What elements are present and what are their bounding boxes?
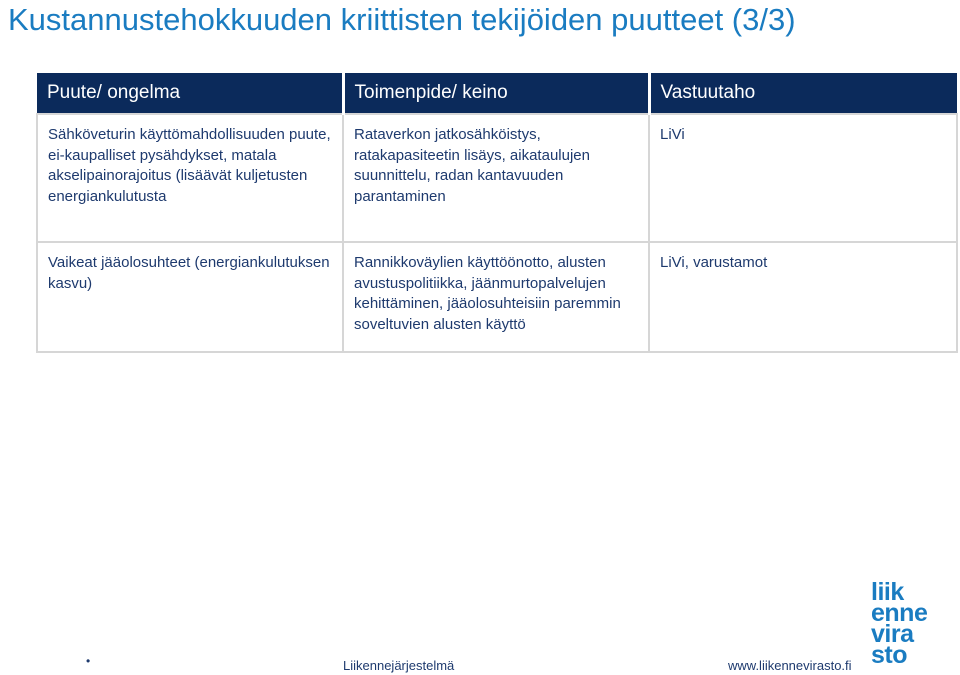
page-title: Kustannustehokkuuden kriittisten tekijöiden puutteet (3/3)	[8, 2, 796, 37]
table-row	[37, 242, 957, 352]
liikennevirasto-logo	[871, 578, 949, 669]
cell-responsible: LiVi	[649, 114, 957, 242]
logo-line: enne	[871, 599, 928, 627]
cell-measure: Rannikkoväylien käyttöönotto, alusten avustuspolitiikka, jäänmurtopalvelujen kehittäminen, jääolosuhteisiin paremmin soveltuvien alusten käyttö	[343, 242, 649, 352]
footer-website-link[interactable]: www.liikennevirasto.fi	[728, 658, 852, 673]
logo-line: vira	[871, 620, 914, 648]
table-header-row	[37, 73, 957, 114]
logo-line: sto	[871, 641, 907, 669]
header-problem: Puute/ ongelma	[37, 73, 343, 114]
footer-bullet: •	[86, 654, 91, 668]
deficiency-table	[36, 73, 958, 353]
header-measure: Toimenpide/ keino	[343, 73, 649, 114]
cell-problem: Vaikeat jääolosuhteet (energiankulutuksen kasvu)	[37, 242, 343, 352]
header-responsible: Vastuutaho	[649, 73, 957, 114]
cell-responsible: LiVi, varustamot	[649, 242, 957, 352]
cell-measure: Rataverkon jatkosähköistys, ratakapasiteetin lisäys, aikataulujen suunnittelu, radan kantavuuden parantaminen	[343, 114, 649, 242]
cell-problem: Sähköveturin käyttömahdollisuuden puute, ei-kaupalliset pysähdykset, matala akselipainorajoitus (lisäävät kuljetusten energiankulutusta	[37, 114, 343, 242]
logo-line: liik	[871, 578, 904, 606]
footer-section-label: Liikennejärjestelmä	[343, 658, 455, 673]
table-row	[37, 114, 957, 242]
